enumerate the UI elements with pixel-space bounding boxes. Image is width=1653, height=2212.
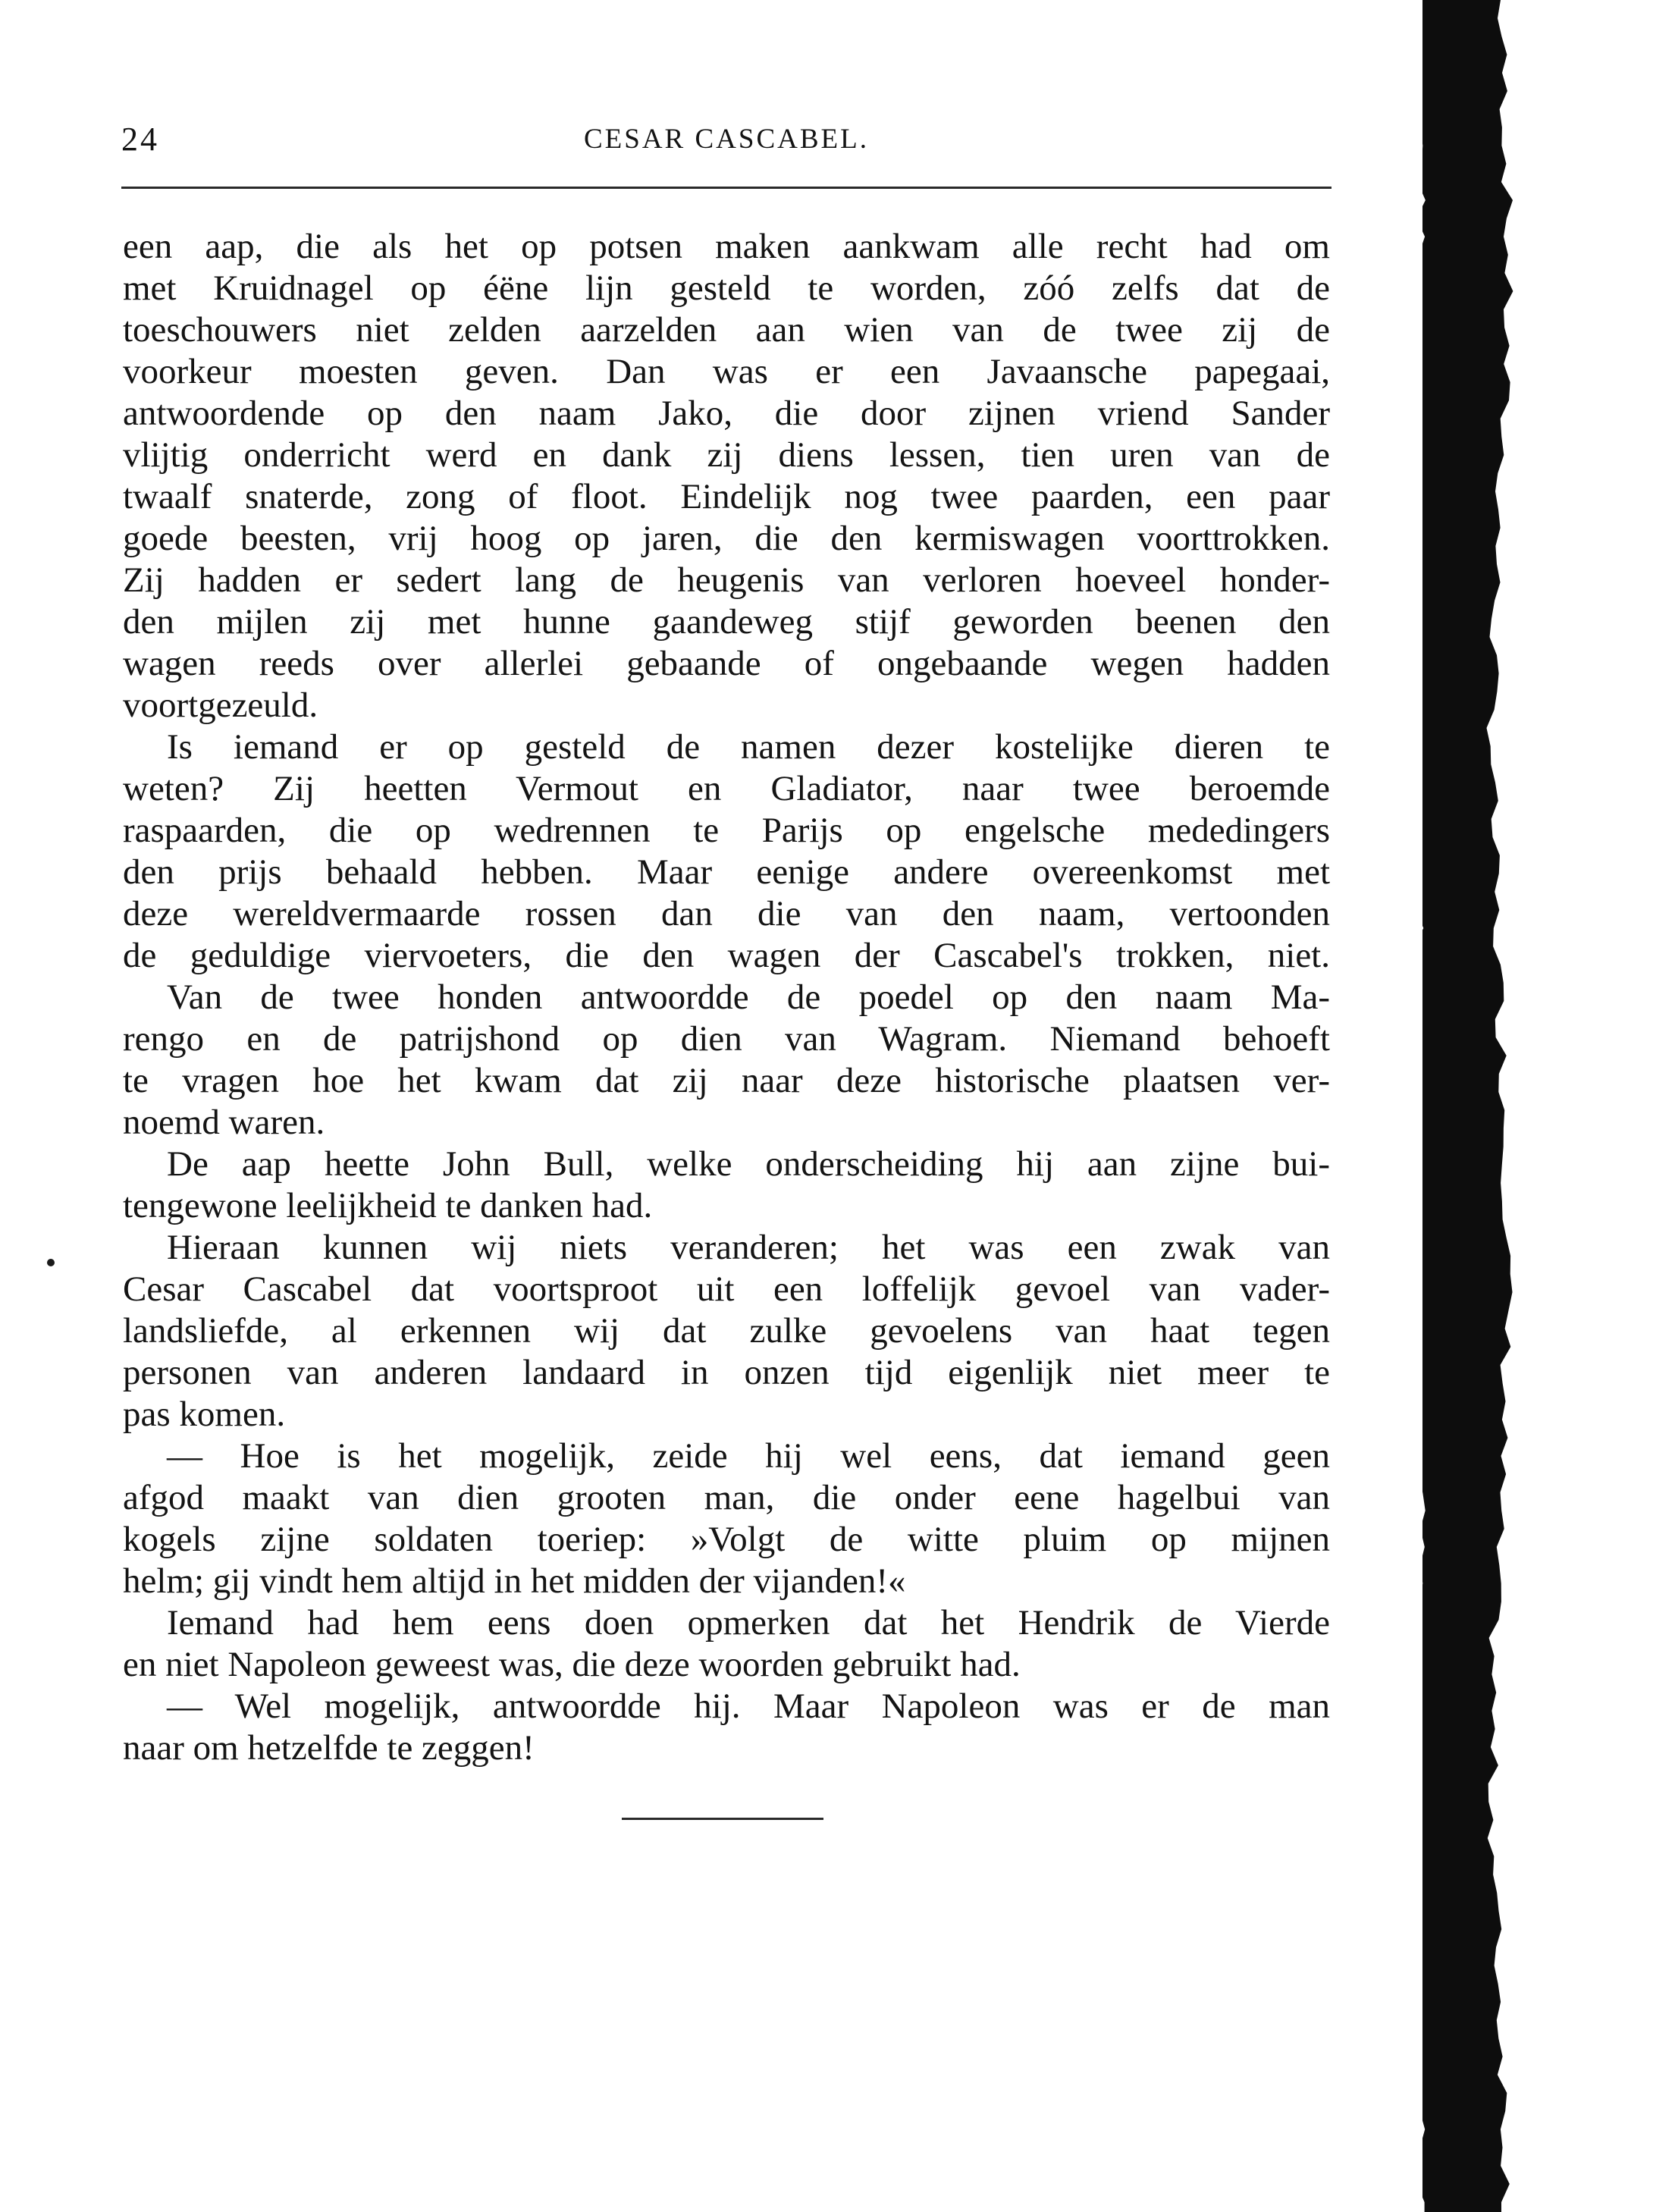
text-line: — Hoe is het mogelijk, zeide hij wel eens, dat iemand geen — [167, 1436, 1330, 1476]
text-line: goede beesten, vrij hoog op jaren, die den kermiswagen voorttrokken. — [123, 519, 1330, 558]
text-line: te vragen hoe het kwam dat zij naar deze historische plaatsen ver- — [123, 1061, 1330, 1100]
header-rule — [121, 187, 1331, 189]
text-line: Van de twee honden antwoordde de poedel op den naam Ma- — [167, 977, 1330, 1017]
text-line: kogels zijne soldaten toeriep: »Volgt de witte pluim op mijnen — [123, 1520, 1330, 1559]
text-line: voorkeur moesten geven. Dan was er een Javaansche papegaai, — [123, 352, 1330, 391]
text-line: deze wereldvermaarde rossen dan die van den naam, vertoonden — [123, 894, 1330, 933]
text-line: personen van anderen landaard in onzen tijd eigenlijk niet meer te — [123, 1353, 1330, 1392]
body-text — [123, 226, 1330, 1769]
end-of-chapter-rule — [622, 1818, 823, 1820]
text-line: De aap heette John Bull, welke onderscheiding hij aan zijne bui- — [167, 1144, 1330, 1184]
text-line: antwoordende op den naam Jako, die door zijnen vriend Sander — [123, 394, 1330, 433]
text-line: raspaarden, die op wedrennen te Parijs op engelsche mededingers — [123, 811, 1330, 850]
text-line: noemd waren. — [123, 1103, 325, 1142]
text-line: toeschouwers niet zelden aarzelden aan wien van de twee zij de — [123, 310, 1330, 350]
text-line: naar om hetzelfde te zeggen! — [123, 1728, 535, 1768]
binding-edge-shadow — [1422, 0, 1653, 2212]
text-line: pas komen. — [123, 1395, 286, 1434]
page-header — [121, 120, 1331, 162]
running-title: CESAR CASCABEL. — [583, 124, 869, 155]
text-line: den mijlen zij met hunne gaandeweg stijf geworden beenen den — [123, 602, 1330, 642]
text-line: met Kruidnagel op éëne lijn gesteld te worden, zóó zelfs dat de — [123, 268, 1330, 308]
text-line: vlijtig onderricht werd en dank zij diens lessen, tien uren van de — [123, 435, 1330, 475]
binding-shadow-band — [1422, 0, 1513, 2212]
page-number: 24 — [121, 121, 159, 158]
text-line: Cesar Cascabel dat voortsproot uit een loffelijk gevoel van vader- — [123, 1269, 1330, 1309]
text-line: voortgezeuld. — [123, 686, 318, 725]
text-line: een aap, die als het op potsen maken aankwam alle recht had om — [123, 227, 1330, 266]
text-line: twaalf snaterde, zong of floot. Eindelijk nog twee paarden, een paar — [123, 477, 1330, 516]
text-line: Hieraan kunnen wij niets veranderen; het was een zwak van — [167, 1228, 1330, 1267]
stray-ink-dot — [47, 1259, 55, 1266]
text-line: en niet Napoleon geweest was, die deze woorden gebruikt had. — [123, 1645, 1021, 1684]
text-line: Is iemand er op gesteld de namen dezer kostelijke dieren te — [167, 727, 1330, 767]
text-line: weten? Zij heetten Vermout en Gladiator, naar twee beroemde — [123, 769, 1330, 808]
text-line: — Wel mogelijk, antwoordde hij. Maar Napoleon was er de man — [167, 1686, 1330, 1726]
text-line: afgod maakt van dien grooten man, die onder eene hagelbui van — [123, 1478, 1330, 1517]
text-line: Zij hadden er sedert lang de heugenis van verloren hoeveel honder- — [123, 560, 1330, 600]
text-line: helm; gij vindt hem altijd in het midden der vijanden!« — [123, 1561, 906, 1601]
text-line: rengo en de patrijshond op dien van Wagram. Niemand behoeft — [123, 1019, 1330, 1059]
text-line: Iemand had hem eens doen opmerken dat het Hendrik de Vierde — [167, 1603, 1330, 1643]
text-line: tengewone leelijkheid te danken had. — [123, 1186, 653, 1225]
text-line: wagen reeds over allerlei gebaande of ongebaande wegen hadden — [123, 644, 1330, 683]
text-line: de geduldige viervoeters, die den wagen der Cascabel's trokken, niet. — [123, 936, 1330, 975]
text-line: landsliefde, al erkennen wij dat zulke gevoelens van haat tegen — [123, 1311, 1330, 1351]
text-line: den prijs behaald hebben. Maar eenige andere overeenkomst met — [123, 852, 1330, 892]
